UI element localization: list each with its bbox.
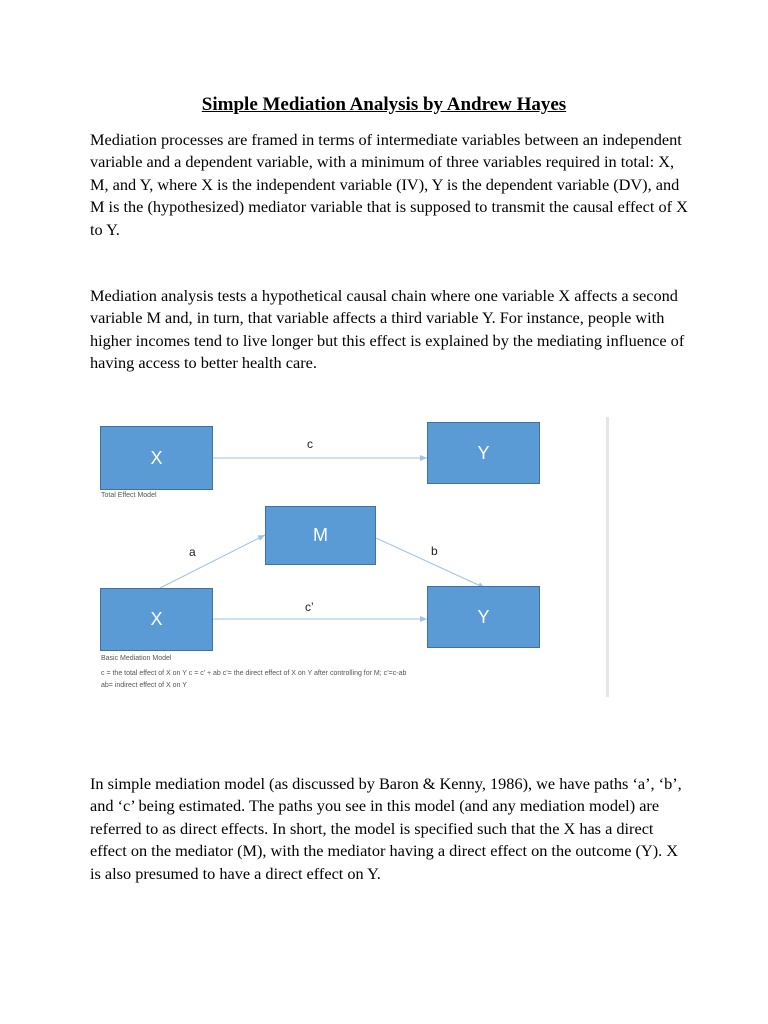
paragraph-causal-chain: Mediation analysis tests a hypothetical causal chain where one variable X affects a second variable M and, in turn, that variable affects a third variable Y. For instance, people with higher incomes tend to live longer but this effect is explained by the mediating influence of having access to better health care. (90, 286, 685, 373)
node-y-total: Y (427, 422, 540, 484)
node-m: M (265, 506, 376, 565)
arrow-path-a (160, 535, 265, 588)
caption-basic-mediation: Basic Mediation Model (101, 655, 172, 662)
label-path-c: c (307, 437, 313, 451)
node-x-mediation: X (100, 588, 213, 651)
legend-total-effect: c = the total effect of X on Y c = c’ + ab c’= the direct effect of X on Y after controlling for M; c’=c-ab (101, 670, 407, 677)
paragraph-intro: Mediation processes are framed in terms of intermediate variables between an independent variable and a dependent variable, with a minimum of three variables required in total: X, M, and Y, where X is the independent variable (IV), Y is the dependent variable (DV), and M is the (hypothesized) mediator variable that is supposed to transmit the causal effect of X to Y. (90, 130, 688, 239)
node-y-mediation: Y (427, 586, 540, 648)
label-path-b: b (431, 544, 438, 558)
caption-total-effect: Total Effect Model (101, 492, 157, 499)
legend-indirect-effect: ab= indirect effect of X on Y (101, 682, 187, 689)
figure-divider (606, 417, 609, 697)
paragraph-baron-kenny: In simple mediation model (as discussed by Baron & Kenny, 1986), we have paths ‘a’, ‘b’, and ‘c’ being estimated. The paths you see in this model (and any mediation model) are referred to as direct effects. In short, the model is specified such that the X has a direct effect on the mediator (M), with the mediator having a direct effect on the outcome (Y). X is also presumed to have a direct effect on Y. (90, 774, 682, 883)
label-path-a: a (189, 545, 196, 559)
document-title: Simple Mediation Analysis by Andrew Hayes (201, 94, 567, 115)
label-path-c-prime: c’ (305, 600, 314, 614)
node-x-total: X (100, 426, 213, 490)
mediation-diagram (94, 413, 614, 699)
